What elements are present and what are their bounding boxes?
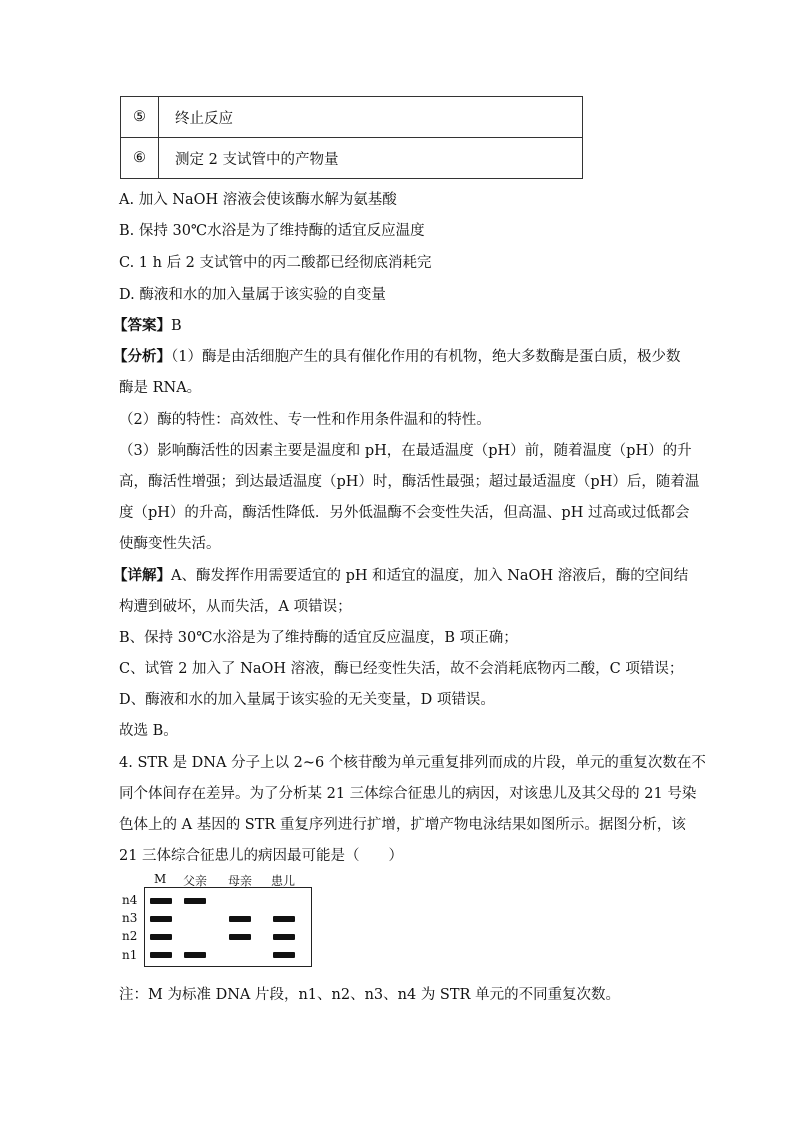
analysis-text: 使酶变性失活。: [119, 536, 221, 552]
lane-header: 母亲: [228, 874, 253, 888]
detail-text: B、保持 30℃水浴是为了维持酶的适宜反应温度，B 项正确；: [119, 630, 518, 646]
row-label: n2: [122, 929, 138, 943]
question-text: 21 三体综合征患儿的病因最可能是（ ）: [119, 848, 404, 864]
step-text: 测定 2 支试管中的产物量: [159, 138, 583, 179]
question-text: 色体上的 A 基因的 STR 重复序列进行扩增，扩增产物电泳结果如图所示。据图分析，该: [119, 817, 686, 833]
analysis-text: 度（pH）的升高，酶活性降低．另外低温酶不会变性失活，但高温、pH 过高或过低都会: [119, 505, 690, 521]
gel-band: [150, 898, 172, 904]
detail-label: 【详解】: [113, 567, 171, 584]
step-text: 终止反应: [159, 97, 583, 138]
gel-box: [144, 887, 312, 967]
figure-note: 注：M 为标准 DNA 片段，n1、n2、n3、n4 为 STR 单元的不同重复次数。: [119, 987, 621, 1003]
question-text: 4. STR 是 DNA 分子上以 2~6 个核苷酸为单元重复排列而成的片段，单元的重复次数在不: [119, 755, 706, 771]
detail-text: 故选 B。: [119, 723, 178, 739]
detail-line: [113, 564, 688, 585]
option-a: A. 加入 NaOH 溶液会使该酶水解为氨基酸: [119, 192, 397, 208]
gel-band: [150, 934, 172, 940]
detail-text: 构遭到破坏，从而失活，A 项错误；: [119, 599, 352, 615]
analysis-text: （1）酶是由活细胞产生的具有催化作用的有机物，绝大多数酶是蛋白质，极少数: [171, 349, 681, 365]
analysis-text: （3）影响酶活性的因素主要是温度和 pH，在最适温度（pH）前，随着温度（pH）的升: [119, 443, 692, 459]
option-d: D. 酶液和水的加入量属于该实验的自变量: [119, 287, 386, 303]
detail-text: A、酶发挥作用需要适宜的 pH 和适宜的温度，加入 NaOH 溶液后，酶的空间结: [171, 568, 689, 584]
gel-band: [273, 934, 295, 940]
gel-band: [229, 934, 251, 940]
question-text: 同个体间存在差异。为了分析某 21 三体综合征患儿的病因，对该患儿及其父母的 21 号染: [119, 786, 697, 802]
detail-text: D、酶液和水的加入量属于该实验的无关变量，D 项错误。: [119, 692, 495, 708]
procedure-table: [120, 96, 583, 179]
gel-band: [273, 952, 295, 958]
gel-band: [184, 898, 206, 904]
lane-header: 父亲: [183, 874, 208, 888]
answer-line: [113, 314, 182, 335]
gel-band: [150, 916, 172, 922]
step-number: ⑤: [121, 97, 159, 138]
table-row: [121, 138, 583, 179]
table-row: [121, 97, 583, 138]
analysis-text: （2）酶的特性：高效性、专一性和作用条件温和的特性。: [119, 412, 491, 428]
row-label: n3: [122, 911, 138, 925]
analysis-label: 【分析】: [113, 348, 171, 365]
answer-label: 【答案】: [113, 317, 171, 334]
detail-text: C、试管 2 加入了 NaOH 溶液，酶已经变性失活，故不会消耗底物丙二酸，C 项错误；: [119, 661, 684, 677]
row-label: n1: [122, 948, 138, 962]
lane-header: 患儿: [271, 874, 296, 888]
option-b: B. 保持 30℃水浴是为了维持酶的适宜反应温度: [119, 223, 425, 239]
gel-band: [150, 952, 172, 958]
answer-value: B: [171, 318, 182, 334]
analysis-line: [113, 345, 680, 366]
analysis-text: 酶是 RNA。: [119, 380, 202, 396]
gel-band: [273, 916, 295, 922]
option-c: C. 1 h 后 2 支试管中的丙二酸都已经彻底消耗完: [119, 255, 432, 271]
analysis-text: 高，酶活性增强；到达最适温度（pH）时，酶活性最强；超过最适温度（pH）后，随着温: [119, 474, 700, 490]
gel-band: [184, 952, 206, 958]
row-label: n4: [122, 893, 138, 907]
lane-header: M: [154, 872, 167, 886]
step-number: ⑥: [121, 138, 159, 179]
gel-band: [229, 916, 251, 922]
